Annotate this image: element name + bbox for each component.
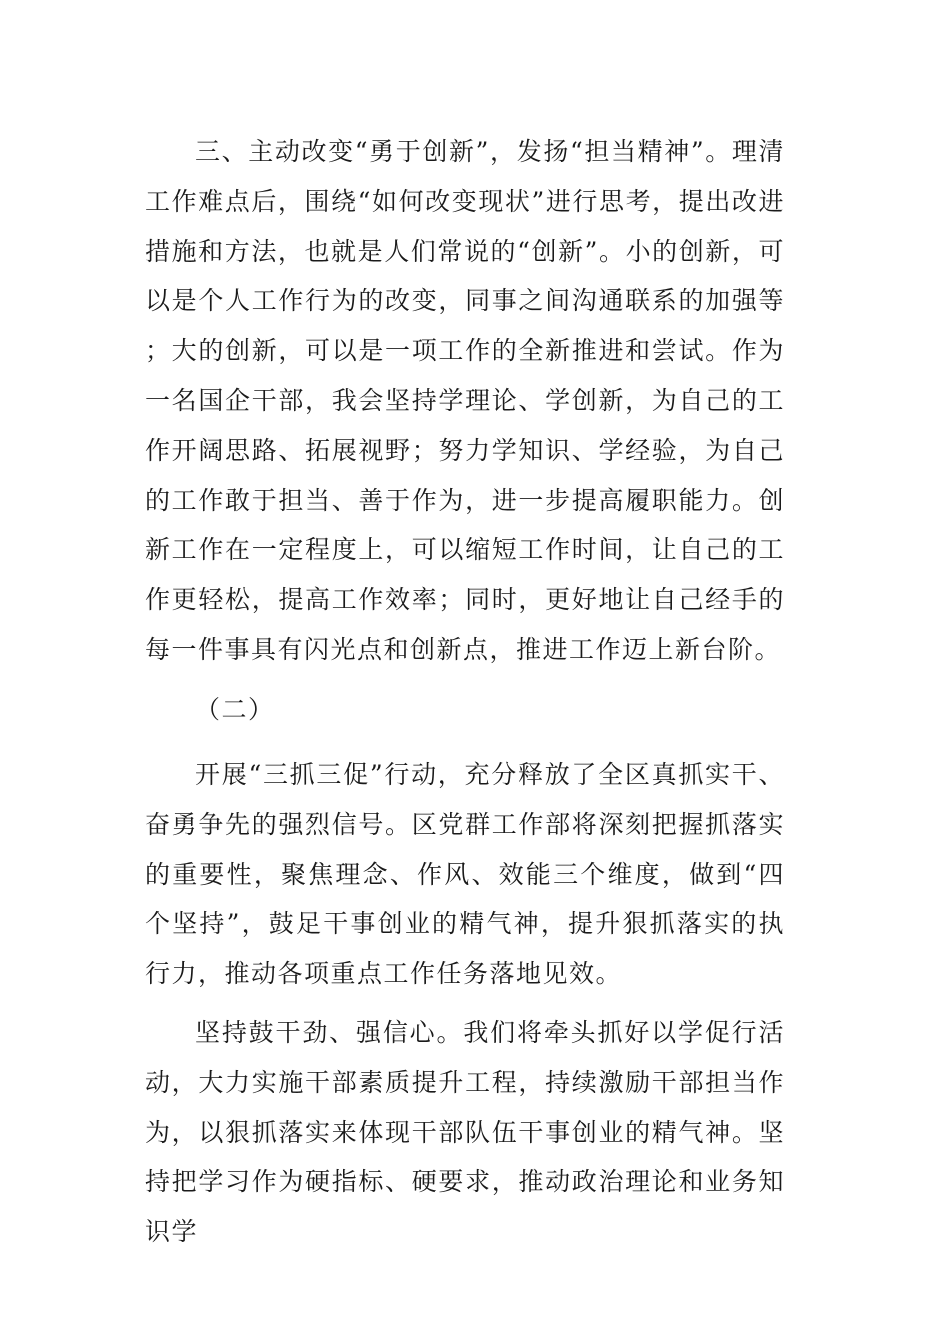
paragraph-three-grasps: 开展“三抓三促”行动，充分释放了全区真抓实干、奋勇争先的强烈信号。区党群工作部将深刻把握抓落实的重要性，聚焦理念、作风、效能三个维度，做到“四个坚持”，鼓足干事创业的精气神，提升狠抓落实的执行力，推动各项重点工作任务落地见效。 <box>145 760 785 989</box>
paragraph-innovation: 三、主动改变“勇于创新”，发扬“担当精神”。理清工作难点后，围绕“如何改变现状”进行思考，提出改进措施和方法，也就是人们常说的“创新”。小的创新，可以是个人工作行为的改变，同事之间沟通联系的加强等；大的创新，可以是一项工作的全新推进和尝试。作为一名国企干部，我会坚持学理论、学创新，为自己的工作开阔思路、拓展视野；努力学知识、学经验，为自己的工作敢于担当、善于作为，进一步提高履职能力。创新工作在一定程度上，可以缩短工作时间，让自己的工作更轻松，提高工作效率；同时，更好地让自己经手的每一件事具有闪光点和创新点，推进工作迈上新台阶。 <box>145 137 785 664</box>
section-heading: （二） <box>195 695 275 724</box>
paragraph-morale: 坚持鼓干劲、强信心。我们将牵头抓好以学促行活动，大力实施干部素质提升工程，持续激励干部担当作为，以狠抓落实来体现干部队伍干事创业的精气神。坚持把学习作为硬指标、硬要求，推动政治理论和业务知识学 <box>145 1018 785 1247</box>
